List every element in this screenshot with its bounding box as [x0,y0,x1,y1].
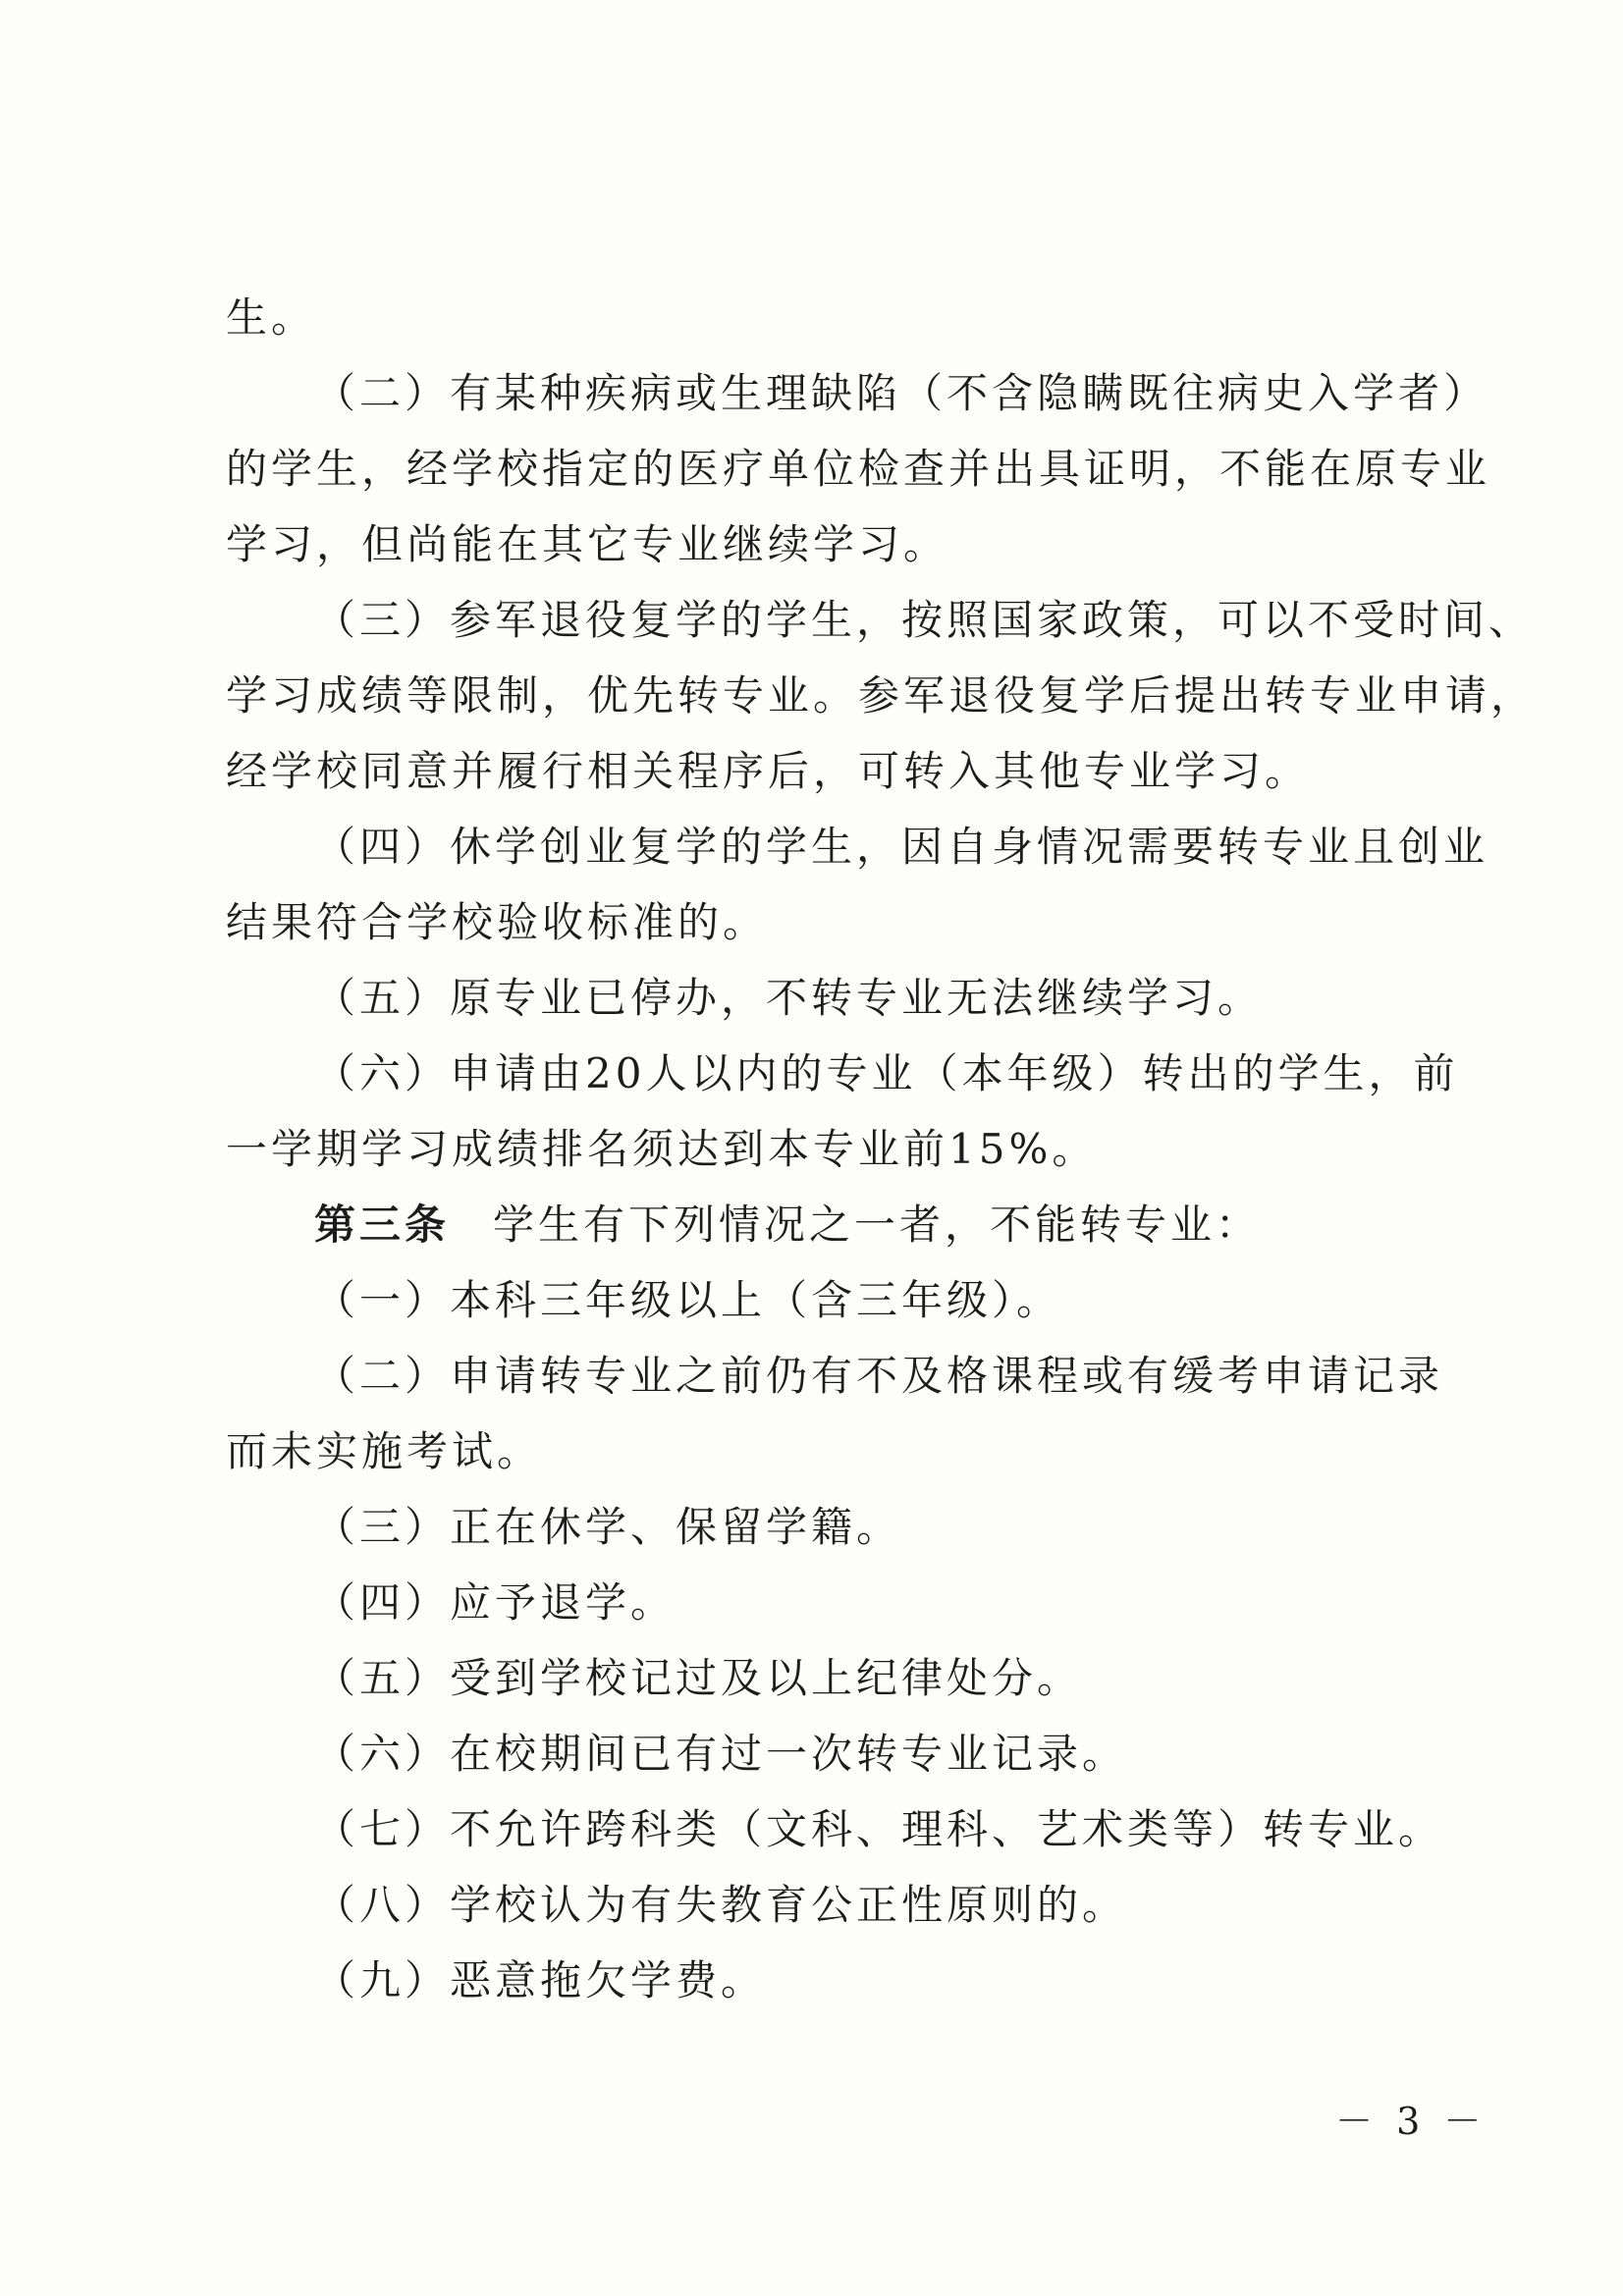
paragraph-line: 学习成绩等限制，优先转专业。参军退役复学后提出转专业申请， [226,671,1537,720]
paragraph-line: 学习，但尚能在其它专业继续学习。 [226,520,949,568]
paragraph-line: 经学校同意并履行相关程序后，可转入其他专业学习。 [226,747,1311,795]
paragraph-line: 一学期学习成绩排名须达到本专业前15%。 [226,1125,1098,1173]
paragraph-line: （三）参军退役复学的学生，按照国家政策，可以不受时间、 [314,596,1535,644]
paragraph-line: （二）有某种疾病或生理缺陷（不含隐瞒既往病史入学者） [314,369,1489,417]
article-heading: 第三条 [314,1201,451,1249]
paragraph-line: 的学生，经学校指定的医疗单位检查并出具证明，不能在原专业 [226,445,1491,493]
list-item: （三）正在休学、保留学籍。 [314,1503,902,1551]
article-three-line [314,1201,1261,1249]
list-item: 而未实施考试。 [226,1427,543,1475]
paragraph-line: （六）申请由20人以内的专业（本年级）转出的学生，前 [314,1049,1459,1097]
paragraph-line: 结果符合学校验收标准的。 [226,898,769,946]
list-item: （九）恶意拖欠学费。 [314,1956,767,2004]
list-item: （二）申请转专业之前仍有不及格课程或有缓考申请记录 [314,1352,1444,1400]
page-number: － 3 － [1335,2100,1488,2143]
paragraph-line: （五）原专业已停办，不转专业无法继续学习。 [314,974,1264,1022]
list-item: （五）受到学校记过及以上纪律处分。 [314,1654,1083,1702]
list-item: （六）在校期间已有过一次转专业记录。 [314,1730,1128,1778]
article-text: 学生有下列情况之一者，不能转专业： [493,1201,1262,1249]
list-item: （七）不允许跨科类（文科、理科、艺术类等）转专业。 [314,1805,1444,1853]
paragraph-line: （四）休学创业复学的学生，因自身情况需要转专业且创业 [314,823,1489,871]
list-item: （一）本科三年级以上（含三年级）。 [314,1276,1062,1324]
list-item: （四）应予退学。 [314,1578,676,1627]
paragraph-line: 生。 [226,294,317,342]
list-item: （八）学校认为有失教育公正性原则的。 [314,1881,1128,1929]
